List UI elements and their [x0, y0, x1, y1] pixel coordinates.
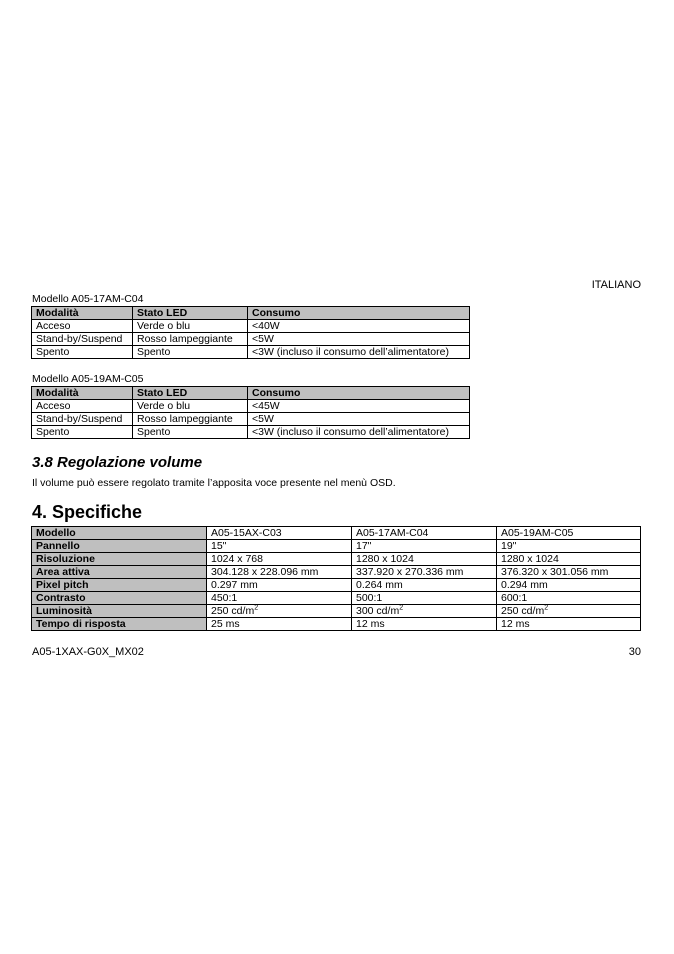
table1-caption: Modello A05-17AM-C04 [32, 293, 144, 305]
table-cell: Stand-by/Suspend [32, 333, 133, 346]
volume-paragraph: Il volume può essere regolato tramite l’apposita voce presente nel menù OSD. [32, 477, 396, 489]
specs-header-row [32, 527, 641, 540]
table-cell: 250 $cd/m^2$ [207, 605, 352, 618]
table-row [32, 592, 641, 605]
header-cell: Stato LED [133, 307, 248, 320]
table-cell: Spento [32, 346, 133, 359]
table-row [32, 346, 470, 359]
table-cell: 450:1 [207, 592, 352, 605]
row-label: Risoluzione [32, 553, 207, 566]
table-row [32, 413, 470, 426]
table-cell: 300 $cd/m^2$ [352, 605, 497, 618]
table-cell: <45W [248, 400, 470, 413]
table-cell: 376.320 x 301.056 mm [497, 566, 641, 579]
table-cell: <40W [248, 320, 470, 333]
model-cell: A05-19AM-C05 [497, 527, 641, 540]
table-cell: 17" [352, 540, 497, 553]
table-row [32, 579, 641, 592]
row-label: Area attiva [32, 566, 207, 579]
table-row [32, 618, 641, 631]
table-cell: Spento [133, 346, 248, 359]
table-row [32, 540, 641, 553]
table-cell: <5W [248, 333, 470, 346]
row-label: Pixel pitch [32, 579, 207, 592]
row-label: Pannello [32, 540, 207, 553]
table-row [32, 400, 470, 413]
table-cell: Spento [32, 426, 133, 439]
table-header-row [32, 387, 470, 400]
header-cell: Consumo [248, 387, 470, 400]
table-cell: 600:1 [497, 592, 641, 605]
header-cell: Stato LED [133, 387, 248, 400]
table-cell: <5W [248, 413, 470, 426]
table-cell: <3W (incluso il consumo dell’alimentatore) [248, 426, 470, 439]
table-cell: 12 ms [352, 618, 497, 631]
table-cell: 304.128 x 228.096 mm [207, 566, 352, 579]
table-cell: Verde o blu [133, 400, 248, 413]
document-code: A05-1XAX-G0X_MX02 [32, 646, 144, 658]
table-cell: Acceso [32, 320, 133, 333]
table-cell: 337.920 x 270.336 mm [352, 566, 497, 579]
table-row [32, 553, 641, 566]
table-cell: 500:1 [352, 592, 497, 605]
table-cell: Acceso [32, 400, 133, 413]
table-cell: 250 $cd/m^2$ [497, 605, 641, 618]
table-row [32, 426, 470, 439]
header-cell: Modalità [32, 307, 133, 320]
language-label: ITALIANO [591, 279, 641, 291]
page-number: 30 [628, 646, 641, 658]
table-cell: 1280 x 1024 [352, 553, 497, 566]
table2-caption: Modello A05-19AM-C05 [32, 373, 144, 385]
power-table-19 [31, 386, 470, 439]
section-3-8-title: 3.8 Regolazione volume [32, 454, 203, 471]
table-cell: Stand-by/Suspend [32, 413, 133, 426]
power-table-17 [31, 306, 470, 359]
row-label: Contrasto [32, 592, 207, 605]
table-cell: 15" [207, 540, 352, 553]
table-row [32, 333, 470, 346]
header-cell: Consumo [248, 307, 470, 320]
table-cell: 12 ms [497, 618, 641, 631]
table-row [32, 605, 641, 618]
table-cell: Verde o blu [133, 320, 248, 333]
row-label: Tempo di risposta [32, 618, 207, 631]
table-row [32, 320, 470, 333]
row-label: Luminosità [32, 605, 207, 618]
table-cell: 0.297 mm [207, 579, 352, 592]
table-cell: <3W (incluso il consumo dell’alimentatore) [248, 346, 470, 359]
table-cell: Rosso lampeggiante [133, 413, 248, 426]
table-cell: 1280 x 1024 [497, 553, 641, 566]
section-4-title: 4. Specifiche [32, 502, 143, 522]
header-cell: Modalità [32, 387, 133, 400]
model-cell: A05-17AM-C04 [352, 527, 497, 540]
header-cell: Modello [32, 527, 207, 540]
table-cell: 1024 x 768 [207, 553, 352, 566]
table-row [32, 566, 641, 579]
table-cell: 25 ms [207, 618, 352, 631]
specs-table [31, 526, 641, 631]
table-cell: 19" [497, 540, 641, 553]
table-cell: Rosso lampeggiante [133, 333, 248, 346]
model-cell: A05-15AX-C03 [207, 527, 352, 540]
table-cell: 0.294 mm [497, 579, 641, 592]
table-cell: 0.264 mm [352, 579, 497, 592]
table-header-row [32, 307, 470, 320]
table-cell: Spento [133, 426, 248, 439]
